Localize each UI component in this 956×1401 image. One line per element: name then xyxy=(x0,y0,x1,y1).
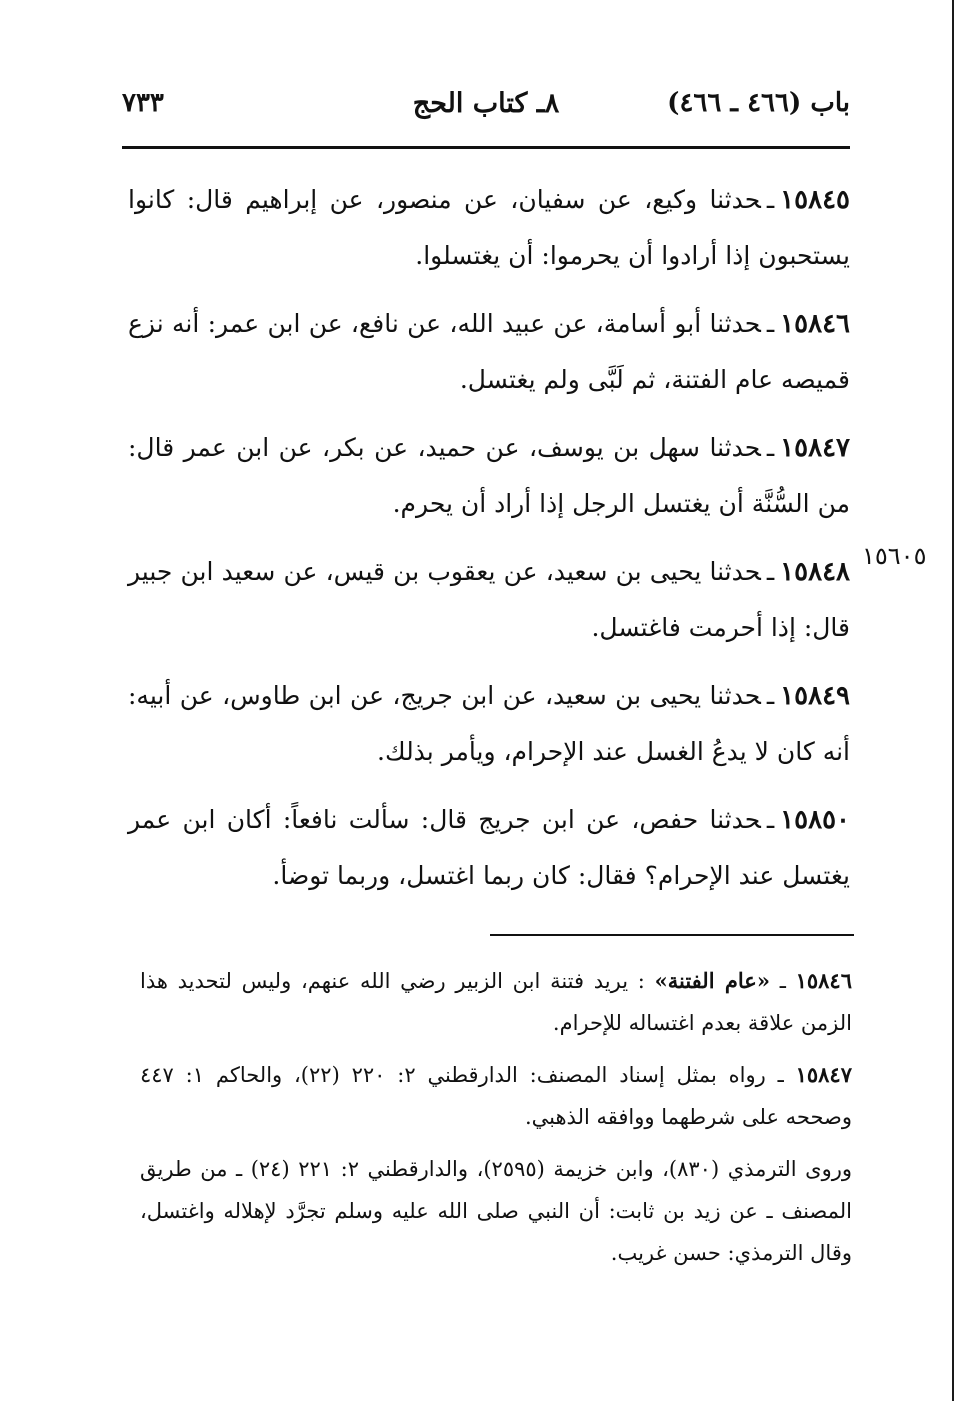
footnote-text: ـ رواه بمثل إسناد المصنف: الدارقطني ٢: ٢٢٠ (٢٢)، والحاكم ١: ٤٤٧ وصححه على شرطهما ووافقه الذهبي. xyxy=(140,1063,852,1129)
hadith-entry: ١٥٨٤٥ـحدثنا وكيع، عن سفيان، عن منصور، عن إبراهيم قال: كانوا يستحبون إذا أرادوا أن يحرموا: أن يغتسلوا. xyxy=(128,185,850,270)
footnote xyxy=(140,1148,852,1274)
page-header xyxy=(122,88,850,132)
hadith-text: حدثنا حفص، عن ابن جريج قال: سألت نافعاً: أكان ابن عمر يغتسل عند الإحرام؟ فقال: كان ربما اغتسل، وربما توضأ. xyxy=(128,805,850,890)
footnote-term: «عام الفتنة» xyxy=(654,968,770,993)
hadith-text: حدثنا سهل بن يوسف، عن حميد، عن بكر، عن ابن عمر قال: من السُّنَّة أن يغتسل الرجل إذا أراد أن يحرم. xyxy=(128,433,850,518)
hadith-text: حدثنا أبو أسامة، عن عبيد الله، عن نافع، عن ابن عمر: أنه نزع قميصه عام الفتنة، ثم لَبَّى ولم يغتسل. xyxy=(128,309,850,394)
hadith-entry: ١٥٨٥٠ـحدثنا حفص، عن ابن جريج قال: سألت نافعاً: أكان ابن عمر يغتسل عند الإحرام؟ فقال: كان ربما اغتسل، وربما توضأ. xyxy=(128,805,850,890)
hadith-entry: ١٥٨٤٧ـحدثنا سهل بن يوسف، عن حميد، عن بكر، عن ابن عمر قال: من السُّنَّة أن يغتسل الرجل إذا أراد أن يحرم. xyxy=(128,433,850,518)
footnote xyxy=(140,1054,852,1138)
hadith-number: ١٥٨٤٩ xyxy=(780,681,850,711)
hadith-number: ١٥٨٥٠ xyxy=(780,805,850,835)
hadith-text: حدثنا يحيى بن سعيد، عن يعقوب بن قيس، عن سعيد ابن جبير قال: إذا أحرمت فاغتسل. xyxy=(128,557,850,642)
footnote-number: ١٥٨٤٦ xyxy=(795,968,852,993)
page-edge-line xyxy=(952,0,954,1401)
hadith-number: ١٥٨٤٦ xyxy=(780,309,850,339)
hadith-number: ١٥٨٤٥ xyxy=(780,185,850,215)
hadith-entry: ١٥٨٤٩ـحدثنا يحيى بن سعيد، عن ابن جريج، عن ابن طاوس، عن أبيه: أنه كان لا يدعُ الغسل عند الإحرام، ويأمر بذلك. xyxy=(128,681,850,766)
book-title: ٨ـ كتاب الحج xyxy=(412,88,560,119)
footnote: ١٥٨٤٦ ـ «عام الفتنة» : يريد فتنة ابن الزبير رضي الله عنهم، وليس لتحديد هذا الزمن علاقة بعدم اغتساله للإحرام. xyxy=(140,968,852,1035)
hadith-text: حدثنا وكيع، عن سفيان، عن منصور، عن إبراهيم قال: كانوا يستحبون إذا أرادوا أن يحرموا: أن يغتسلوا. xyxy=(128,185,850,270)
hadith-entry: ١٥٨٤٨ـحدثنا يحيى بن سعيد، عن يعقوب بن قيس، عن سعيد ابن جبير قال: إذا أحرمت فاغتسل. xyxy=(128,557,850,642)
footnote-rule xyxy=(490,934,854,936)
hadith-number: ١٥٨٤٨ xyxy=(780,557,850,587)
footnote-text: : يريد فتنة ابن الزبير رضي الله عنهم، وليس لتحديد هذا الزمن علاقة بعدم اغتساله للإحرام. xyxy=(140,969,852,1035)
hadith-list xyxy=(128,172,850,916)
hadith-number: ١٥٨٤٧ xyxy=(780,433,850,463)
hadith-text: حدثنا يحيى بن سعيد، عن ابن جريج، عن ابن طاوس، عن أبيه: أنه كان لا يدعُ الغسل عند الإحرام، ويأمر بذلك. xyxy=(128,681,850,766)
footnote-text: وروى الترمذي (٨٣٠)، وابن خزيمة (٢٥٩٥)، والدارقطني ٢: ٢٢١ (٢٤) ـ من طريق المصنف ـ عن زيد بن ثابت: أن النبي صلى الله عليه وسلم تجرَّد لإهلاله واغتسل، وقال الترمذي: حسن غريب. xyxy=(140,1157,852,1265)
hadith-entry: ١٥٨٤٦ـحدثنا أبو أسامة، عن عبيد الله، عن نافع، عن ابن عمر: أنه نزع قميصه عام الفتنة، ثم لَبَّى ولم يغتسل. xyxy=(128,309,850,394)
margin-reference-number: ١٥٦٠٥ xyxy=(862,542,927,570)
page-number: ٧٣٣ xyxy=(122,88,164,118)
header-rule xyxy=(122,146,850,149)
footnote-number: ١٥٨٤٧ xyxy=(795,1062,852,1087)
footnotes xyxy=(140,960,852,1284)
chapter-range: باب (٤٦٦ ـ ٤٦٦) xyxy=(667,88,850,118)
